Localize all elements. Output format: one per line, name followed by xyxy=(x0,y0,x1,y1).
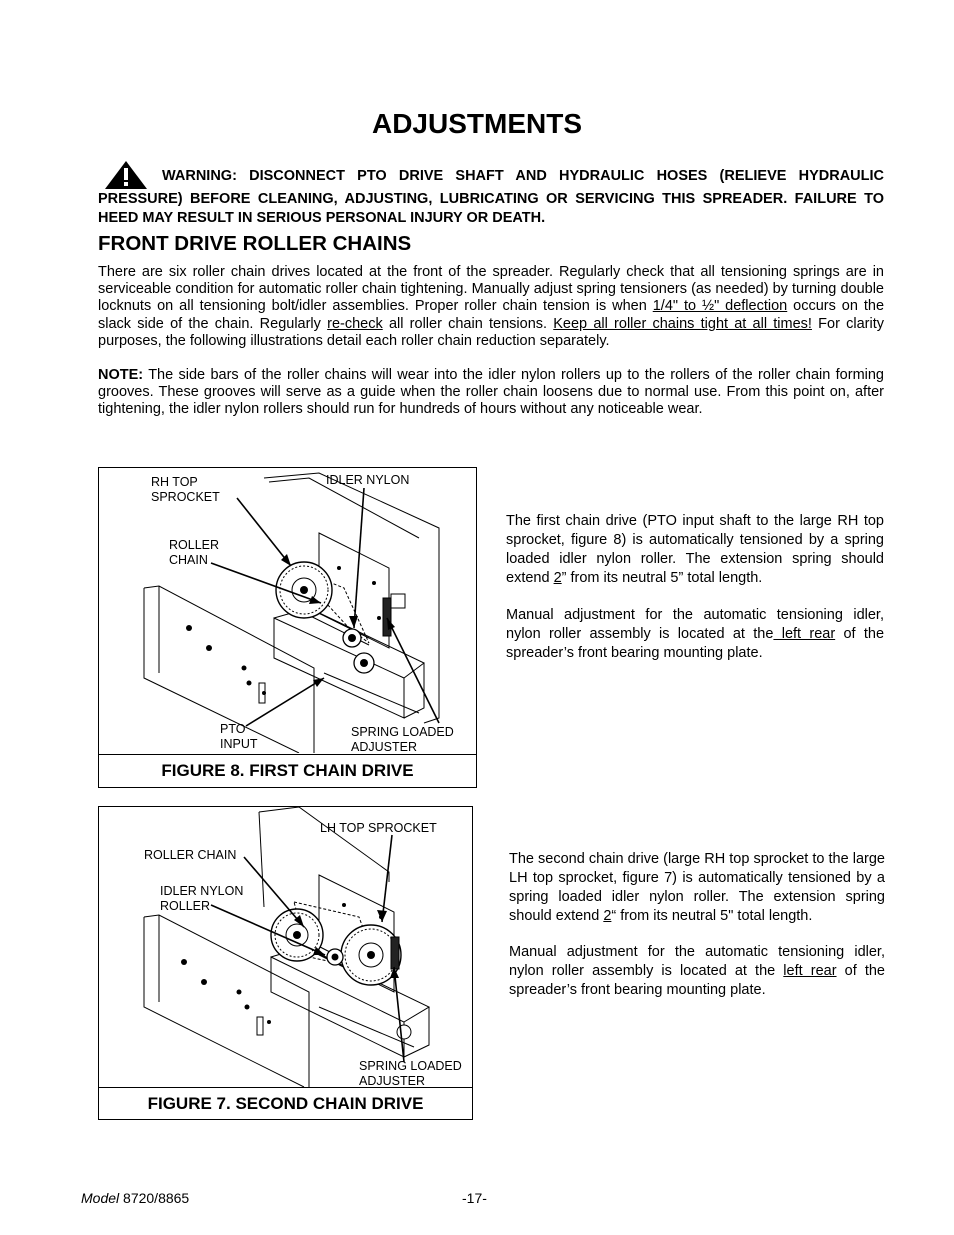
figure-8-caption: FIGURE 8. FIRST CHAIN DRIVE xyxy=(99,754,476,787)
label-rh-top-sprocket: RH TOP SPROCKET xyxy=(151,475,220,504)
figure-8-text-2: Manual adjustment for the automatic tensioning idler, nylon roller assembly is located at the left rear of the spreader’s front bearing mounting plate. xyxy=(506,607,885,661)
section-title: FRONT DRIVE ROLLER CHAINS xyxy=(98,232,412,255)
note-paragraph xyxy=(98,367,884,419)
figure-8 xyxy=(98,467,477,788)
label-spring-loaded-adjuster: SPRING LOADED ADJUSTER xyxy=(359,1059,462,1088)
warning-text: WARNING: DISCONNECT PTO DRIVE SHAFT AND HYDRAULIC HOSES (RELIEVE HYDRAULIC PRESSURE) BEFORE CLEANING, ADJUSTING, LUBRICATING OR SERVICING THIS SPREADER. FAILURE TO HEED MAY RESULT IN SERIOUS PERSONAL INJURY OR DEATH. xyxy=(98,168,884,226)
intro-text-b: occurs on the slack side of the chain. Regularly xyxy=(98,298,885,332)
intro-underline-recheck: re-check xyxy=(327,315,383,332)
intro-underline-deflection: 1/4" to ½" deflection xyxy=(652,298,788,315)
label-roller-chain: ROLLER CHAIN xyxy=(169,538,220,567)
label-roller-chain: ROLLER CHAIN xyxy=(144,848,237,862)
figure-7-text-2: Manual adjustment for the automatic tensioning idler, nylon roller assembly is located at the left rear of the spreader’s front bearing mounting plate. xyxy=(509,944,885,998)
intro-paragraph xyxy=(98,264,884,350)
intro-text-c: all roller chain tensions. xyxy=(382,315,554,332)
label-spring-loaded-adjuster: SPRING LOADED ADJUSTER xyxy=(351,725,454,754)
page-title: ADJUSTMENTS xyxy=(371,108,582,139)
footer-page-number: -17- xyxy=(462,1190,487,1206)
label-lh-top-sprocket: LH TOP SPROCKET xyxy=(320,821,437,835)
figure-7-text-1: The second chain drive (large RH top sprocket to the large LH top sprocket, figure 7) is automatically tensioned by a spring loaded idler nylon roller. The extension spring should extend 2“ from its neutral 5" total length. xyxy=(509,851,885,924)
figure-8-text-1: The first chain drive (PTO input shaft to the large RH top sprocket, figure 8) is automatically tensioned by a spring loaded idler nylon roller. The extension spring should extend 2” from its neutral 5” total length. xyxy=(506,513,884,586)
warning-notice xyxy=(98,160,884,228)
intro-text-d: For clarity purposes, the following illustrations detail each roller chain reduction separately. xyxy=(98,315,884,349)
first-chain-drive-illustration xyxy=(99,468,476,753)
footer-model: Model 8720/8865 xyxy=(81,1190,190,1206)
intro-text-a: There are six roller chain drives located at the front of the spreader. Regularly check that all tensioning springs are in serviceable condition for automatic roller chain tightening. Manually adjust spring tensioners (as needed) by turning double locknuts on all tensioning bolt/idler assemblies. Proper roller chain tension is when xyxy=(98,264,884,315)
figure-7 xyxy=(98,806,473,1120)
intro-underline-keep-tight: Keep all roller chains tight at all times! xyxy=(553,315,812,332)
note-label: NOTE: xyxy=(98,367,144,383)
figure-8-description xyxy=(506,512,884,663)
figure-7-description xyxy=(509,850,885,1000)
note-text: The side bars of the roller chains will wear into the idler nylon rollers up to the rollers of the roller chain forming grooves. These grooves will serve as a guide when the roller chain loosens due to normal use. From this point on, after tightening, the idler nylon rollers should run for hundreds of hours without any noticeable wear. xyxy=(98,367,884,418)
figure-7-caption: FIGURE 7. SECOND CHAIN DRIVE xyxy=(99,1087,472,1119)
label-pto-input: PTO INPUT xyxy=(220,722,258,751)
label-idler-nylon-roller: IDLER NYLON ROLLER xyxy=(160,884,244,913)
label-idler-nylon: IDLER NYLON xyxy=(326,473,410,487)
warning-triangle-icon xyxy=(104,160,148,190)
